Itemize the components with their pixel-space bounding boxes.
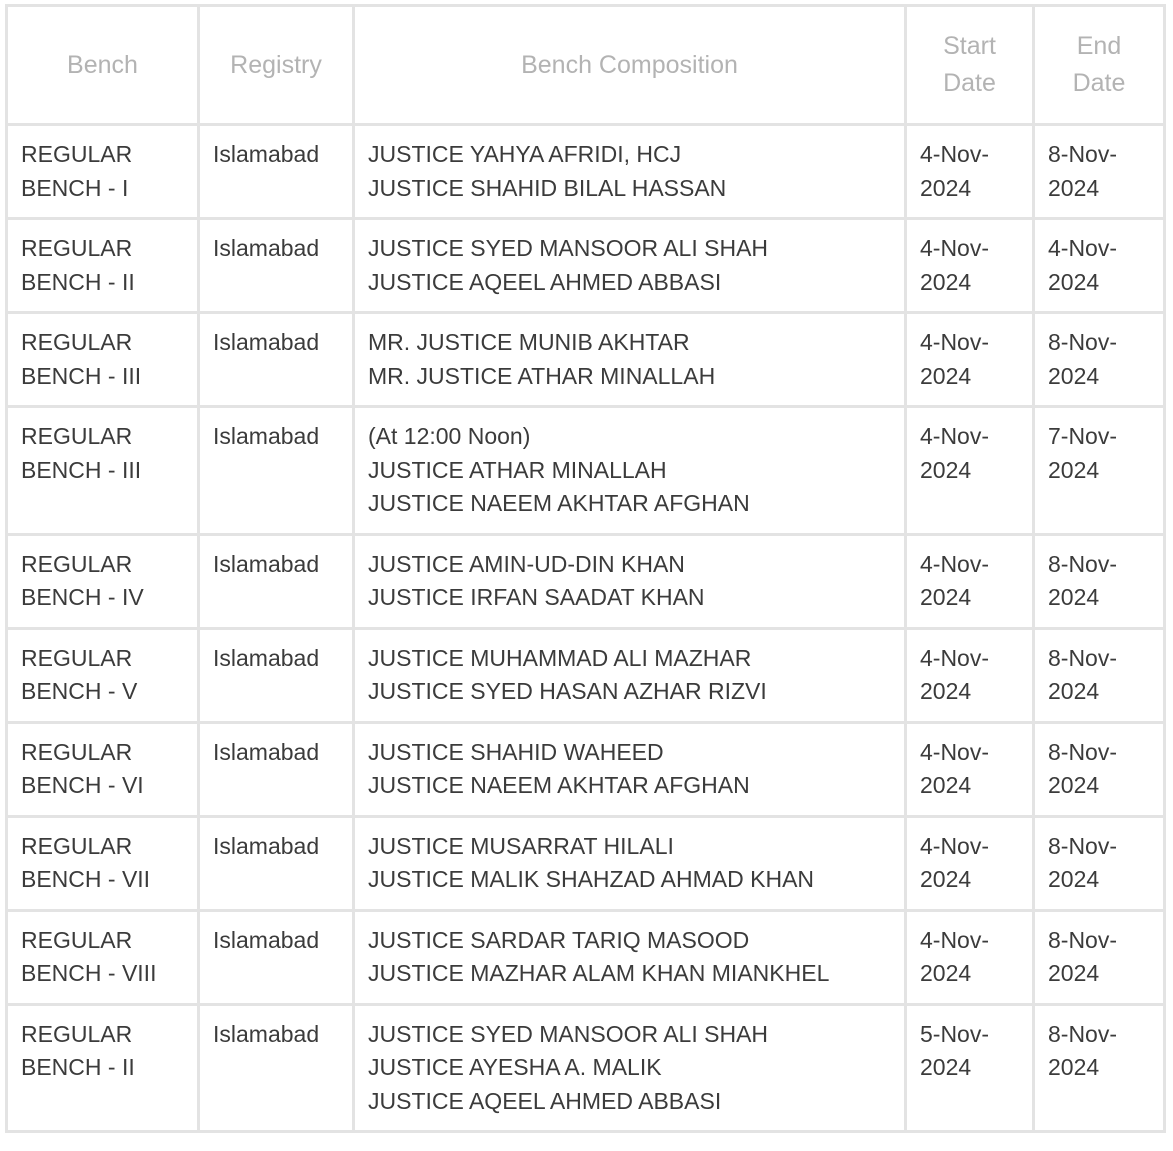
- cell-bench: REGULAR BENCH - III: [7, 407, 199, 535]
- cell-bench: REGULAR BENCH - VIII: [7, 910, 199, 1004]
- table-row: [7, 1004, 1165, 1132]
- cell-composition: JUSTICE SHAHID WAHEED JUSTICE NAEEM AKHTAR AFGHAN: [354, 722, 906, 816]
- cell-end-date: 8-Nov- 2024: [1034, 125, 1165, 219]
- cell-composition: JUSTICE AMIN-UD-DIN KHAN JUSTICE IRFAN SAADAT KHAN: [354, 534, 906, 628]
- cell-registry: Islamabad: [199, 816, 354, 910]
- cell-bench: REGULAR BENCH - VI: [7, 722, 199, 816]
- cell-bench: REGULAR BENCH - I: [7, 125, 199, 219]
- cell-composition: JUSTICE SYED MANSOOR ALI SHAH JUSTICE AYESHA A. MALIK JUSTICE AQEEL AHMED ABBASI: [354, 1004, 906, 1132]
- cell-end-date: 8-Nov- 2024: [1034, 534, 1165, 628]
- header-bench: Bench: [7, 6, 199, 125]
- cell-registry: Islamabad: [199, 628, 354, 722]
- header-bench-composition: Bench Composition: [354, 6, 906, 125]
- cell-start-date: 4-Nov- 2024: [906, 816, 1034, 910]
- cell-end-date: 7-Nov- 2024: [1034, 407, 1165, 535]
- cell-end-date: 4-Nov- 2024: [1034, 219, 1165, 313]
- table-row: [7, 628, 1165, 722]
- bench-roster-table: [5, 4, 1166, 1133]
- cell-bench: REGULAR BENCH - III: [7, 313, 199, 407]
- cell-bench: REGULAR BENCH - V: [7, 628, 199, 722]
- table-row: [7, 313, 1165, 407]
- cell-registry: Islamabad: [199, 1004, 354, 1132]
- cell-bench: REGULAR BENCH - IV: [7, 534, 199, 628]
- cell-bench: REGULAR BENCH - II: [7, 1004, 199, 1132]
- table-row: [7, 722, 1165, 816]
- cell-registry: Islamabad: [199, 219, 354, 313]
- table-row: [7, 125, 1165, 219]
- cell-end-date: 8-Nov- 2024: [1034, 628, 1165, 722]
- cell-bench: REGULAR BENCH - VII: [7, 816, 199, 910]
- table-header-row: [7, 6, 1165, 125]
- cell-composition: JUSTICE MUSARRAT HILALI JUSTICE MALIK SHAHZAD AHMAD KHAN: [354, 816, 906, 910]
- header-registry: Registry: [199, 6, 354, 125]
- cell-end-date: 8-Nov- 2024: [1034, 722, 1165, 816]
- cell-start-date: 4-Nov- 2024: [906, 722, 1034, 816]
- cell-registry: Islamabad: [199, 722, 354, 816]
- cell-composition: MR. JUSTICE MUNIB AKHTAR MR. JUSTICE ATHAR MINALLAH: [354, 313, 906, 407]
- cell-registry: Islamabad: [199, 313, 354, 407]
- table-row: [7, 910, 1165, 1004]
- table-row: [7, 407, 1165, 535]
- cell-registry: Islamabad: [199, 125, 354, 219]
- cell-end-date: 8-Nov- 2024: [1034, 910, 1165, 1004]
- cell-end-date: 8-Nov- 2024: [1034, 1004, 1165, 1132]
- cell-registry: Islamabad: [199, 910, 354, 1004]
- cell-composition: (At 12:00 Noon) JUSTICE ATHAR MINALLAH JUSTICE NAEEM AKHTAR AFGHAN: [354, 407, 906, 535]
- cell-bench: REGULAR BENCH - II: [7, 219, 199, 313]
- cell-start-date: 4-Nov- 2024: [906, 219, 1034, 313]
- cell-start-date: 4-Nov- 2024: [906, 534, 1034, 628]
- cell-start-date: 4-Nov- 2024: [906, 910, 1034, 1004]
- cell-start-date: 4-Nov- 2024: [906, 407, 1034, 535]
- table-row: [7, 219, 1165, 313]
- cell-composition: JUSTICE SARDAR TARIQ MASOOD JUSTICE MAZHAR ALAM KHAN MIANKHEL: [354, 910, 906, 1004]
- cell-registry: Islamabad: [199, 407, 354, 535]
- cell-start-date: 5-Nov- 2024: [906, 1004, 1034, 1132]
- table-row: [7, 816, 1165, 910]
- cell-registry: Islamabad: [199, 534, 354, 628]
- cell-start-date: 4-Nov- 2024: [906, 628, 1034, 722]
- cell-start-date: 4-Nov- 2024: [906, 313, 1034, 407]
- header-start-date: Start Date: [906, 6, 1034, 125]
- cell-end-date: 8-Nov- 2024: [1034, 313, 1165, 407]
- cell-start-date: 4-Nov- 2024: [906, 125, 1034, 219]
- cell-end-date: 8-Nov- 2024: [1034, 816, 1165, 910]
- table-row: [7, 534, 1165, 628]
- cell-composition: JUSTICE MUHAMMAD ALI MAZHAR JUSTICE SYED HASAN AZHAR RIZVI: [354, 628, 906, 722]
- cell-composition: JUSTICE SYED MANSOOR ALI SHAH JUSTICE AQEEL AHMED ABBASI: [354, 219, 906, 313]
- cell-composition: JUSTICE YAHYA AFRIDI, HCJ JUSTICE SHAHID BILAL HASSAN: [354, 125, 906, 219]
- header-end-date: End Date: [1034, 6, 1165, 125]
